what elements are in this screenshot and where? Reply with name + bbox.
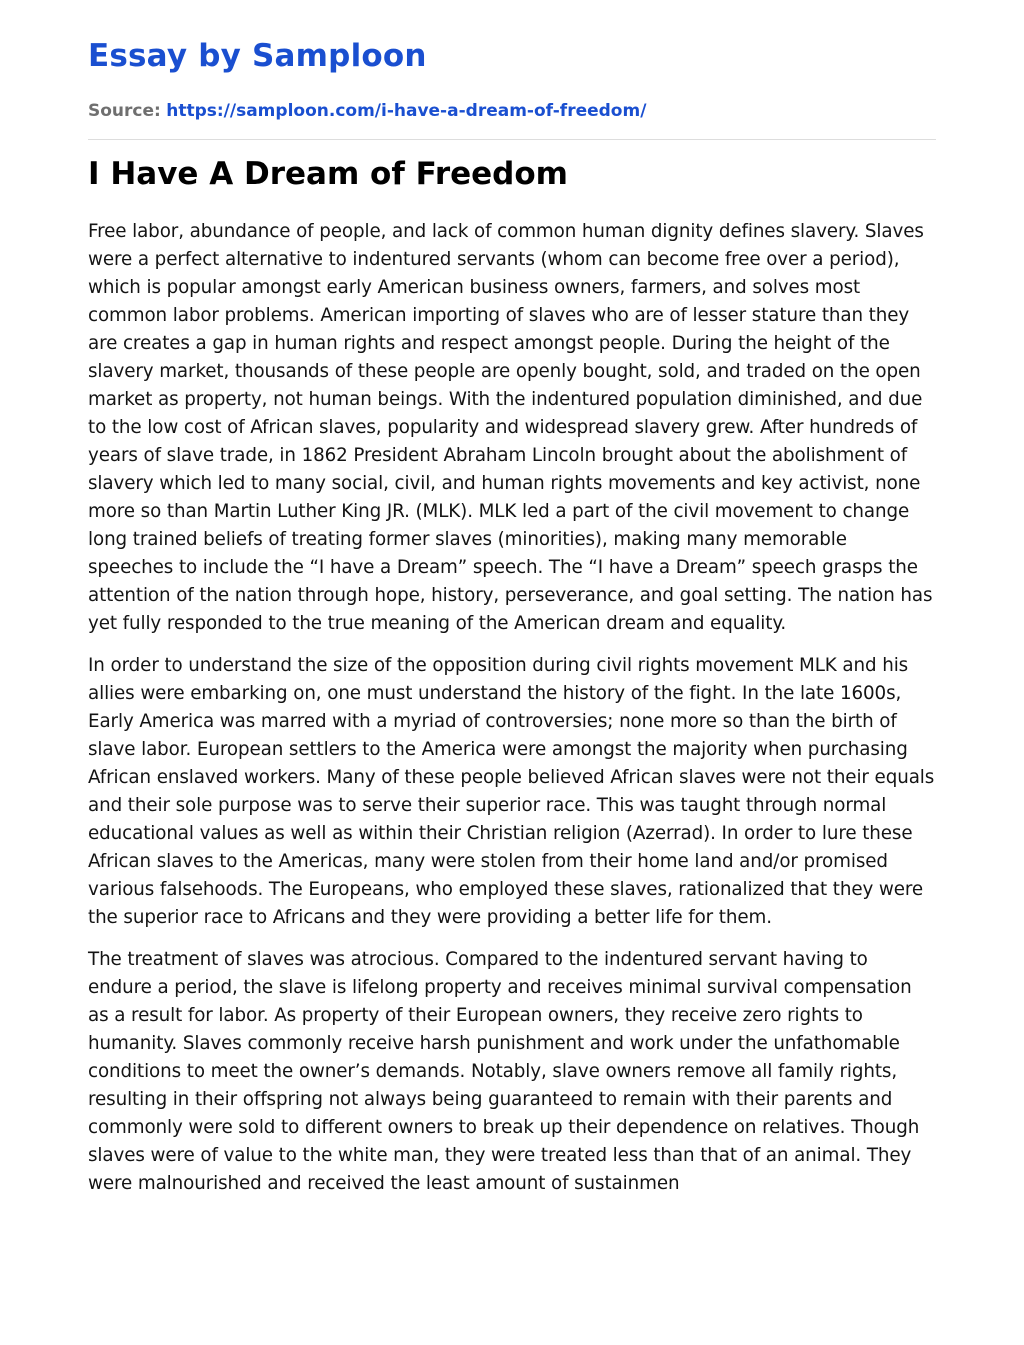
- source-link[interactable]: https://samploon.com/i-have-a-dream-of-freedom/: [166, 101, 647, 121]
- paragraph-3: The treatment of slaves was atrocious. Compared to the indentured servant having to endure a period, the slave is lifelong property and receives minimal survival compensation as a result for labor. As property of their European owners, they receive zero rights to humanity. Slaves commonly receive harsh punishment and work under the unfathomable conditions to meet the owner’s demands. Notably, slave owners remove all family rights, resulting in their offspring not always being guaranteed to remain with their parents and commonly were sold to different owners to break up their dependence on relatives. Though slaves were of value to the white man, they were treated less than that of an animal. They were malnourished and received the least amount of sustainmen: [88, 949, 920, 1194]
- essay-page: [88, 0, 936, 1212]
- source-line: [88, 99, 936, 123]
- essay-body: [88, 218, 936, 1198]
- brand-title: Essay by Samploon: [88, 38, 427, 74]
- paragraph-2: In order to understand the size of the opposition during civil rights movement MLK and his allies were embarking on, one must understand the history of the fight. In the late 1600s, Early America was marred with a myriad of controversies; none more so than the birth of slave labor. European settlers to the America were amongst the majority when purchasing African enslaved workers. Many of these people believed African slaves were not their equals and their sole purpose was to serve their superior race. This was taught through normal educational values as well as within their Christian religion (Azerrad). In order to lure these African slaves to the Americas, many were stolen from their home land and/or promised various falsehoods. The Europeans, who employed these slaves, rationalized that they were the superior race to Africans and they were providing a better life for them.: [88, 655, 935, 928]
- paragraph-1: Free labor, abundance of people, and lack of common human dignity defines slavery. Slaves were a perfect alternative to indentured servants (whom can become free over a period), which is popular amongst early American business owners, farmers, and solves most common labor problems. American importing of slaves who are of lesser stature than they are creates a gap in human rights and respect amongst people. During the height of the slavery market, thousands of these people are openly bought, sold, and traded on the open market as property, not human beings. With the indentured population diminished, and due to the low cost of African slaves, popularity and widespread slavery grew. After hundreds of years of slave trade, in 1862 President Abraham Lincoln brought about the abolishment of slavery which led to many social, civil, and human rights movements and key activist, none more so than Martin Luther King JR. (MLK). MLK led a part of the civil movement to change long trained beliefs of treating former slaves (minorities), making many memorable speeches to include the “I have a Dream” speech. The “I have a Dream” speech grasps the attention of the nation through hope, history, perseverance, and goal setting. The nation has yet fully responded to the true meaning of the American dream and equality.: [88, 221, 933, 634]
- essay-title: I Have A Dream of Freedom: [88, 156, 568, 192]
- source-label: Source:: [88, 101, 161, 121]
- header-divider: [88, 139, 936, 140]
